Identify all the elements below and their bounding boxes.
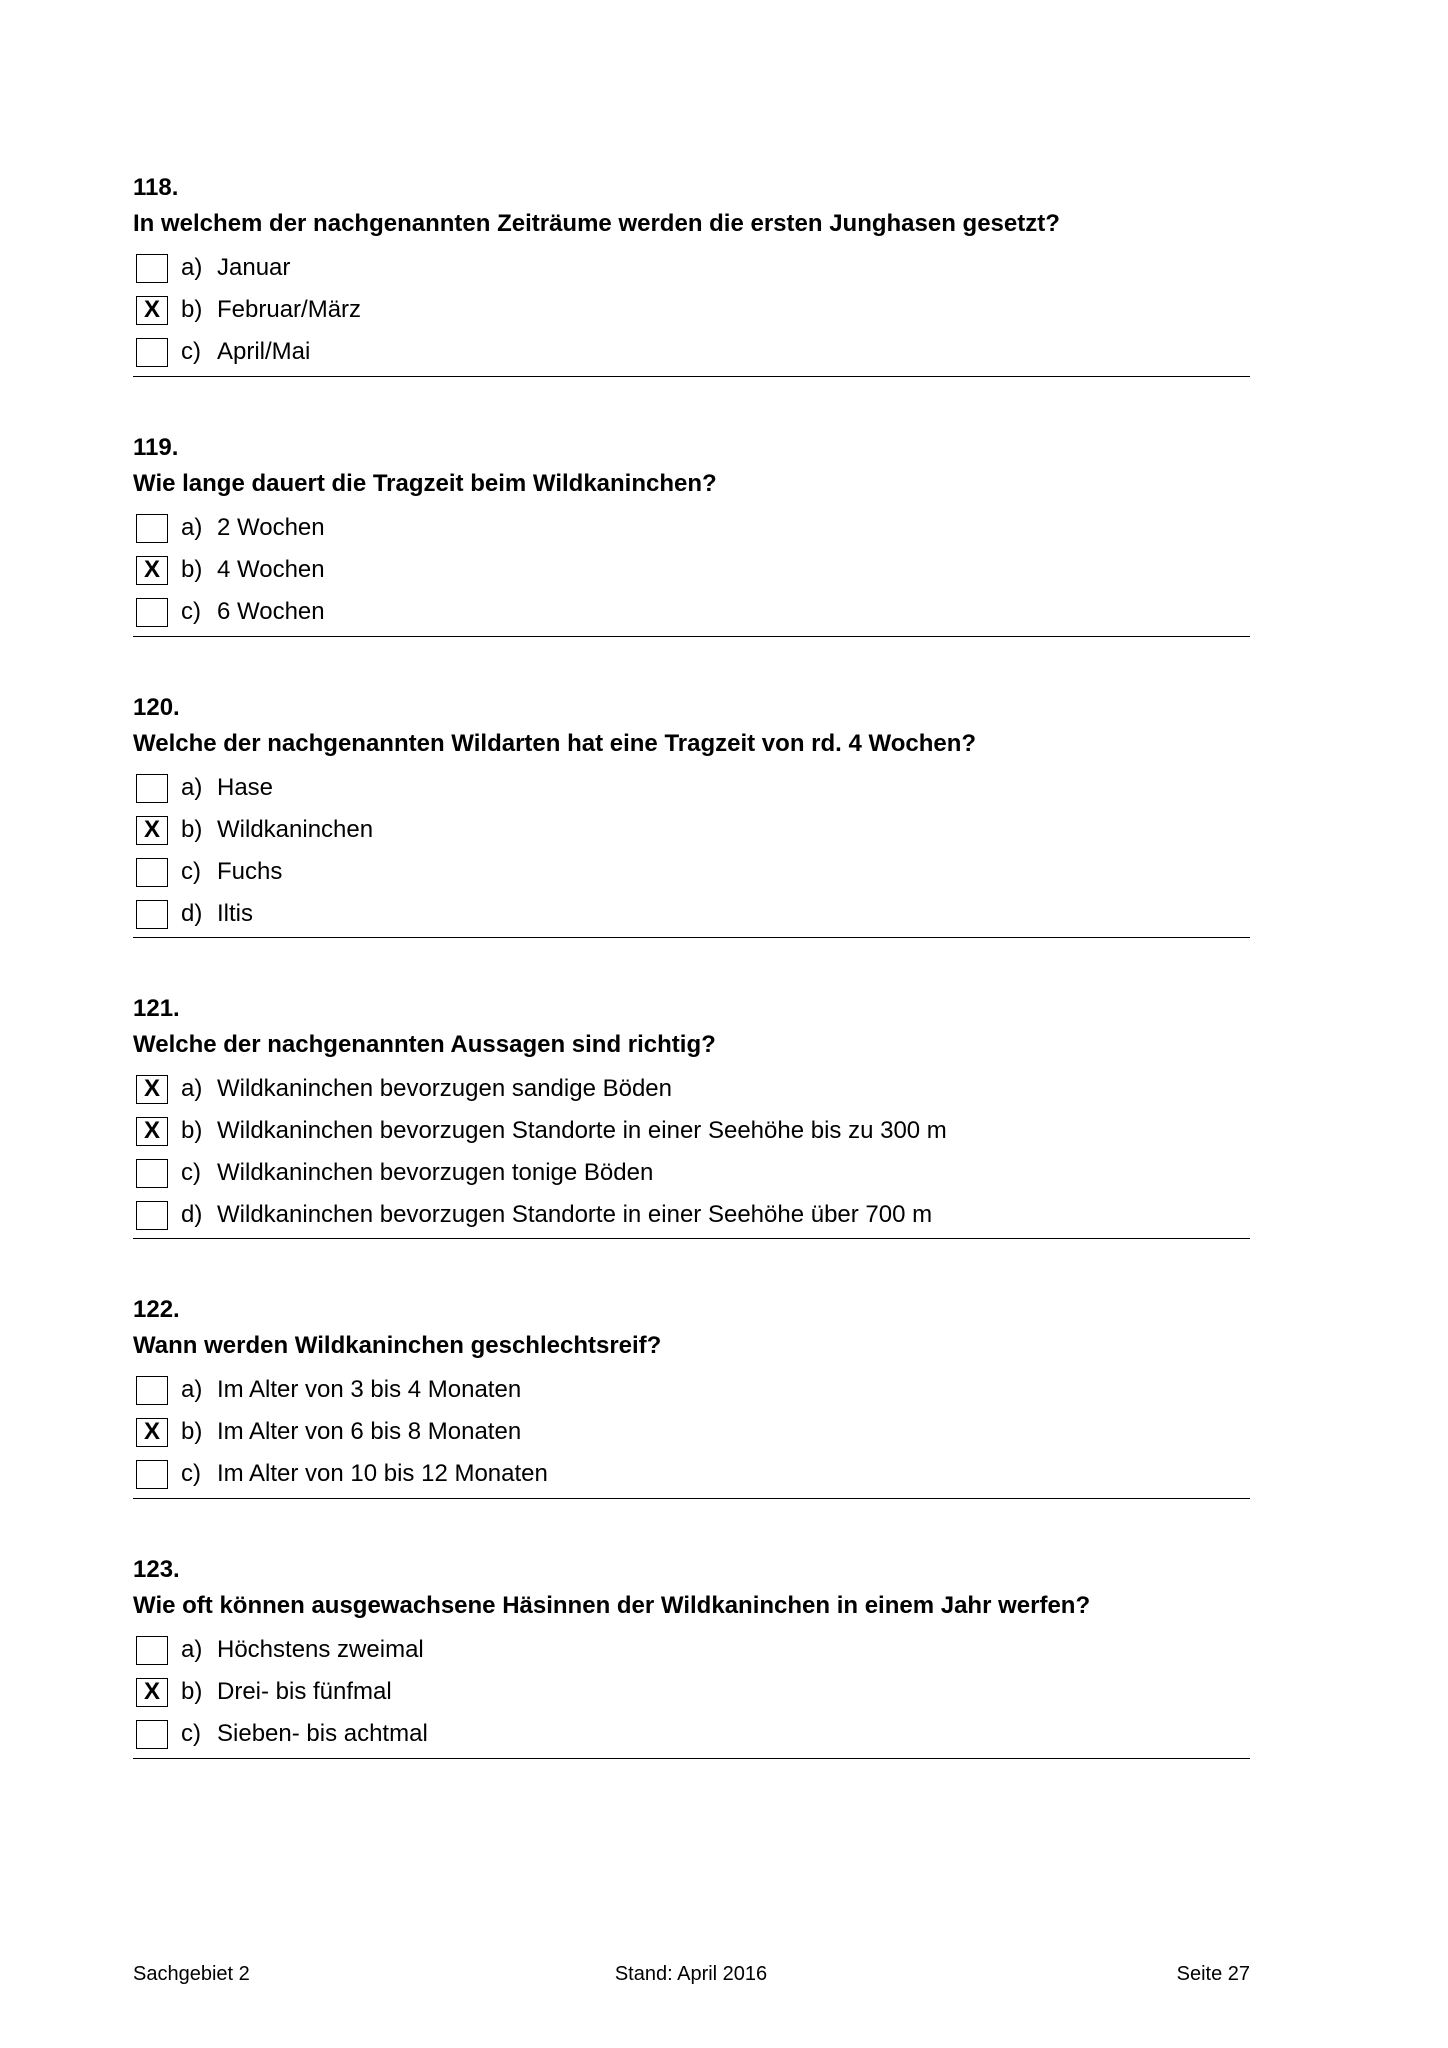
answer-list: [136, 247, 361, 373]
answer-checkbox[interactable]: X: [136, 556, 168, 585]
answer-letter: c): [181, 1720, 201, 1747]
answer-checkbox[interactable]: X: [136, 296, 168, 325]
answer-checkbox[interactable]: [136, 900, 168, 929]
answer-letter: c): [181, 598, 201, 625]
answer-list: [136, 1369, 548, 1495]
question-118: [133, 174, 1250, 434]
divider: [133, 1498, 1250, 1499]
divider: [133, 1238, 1250, 1239]
answer-option: [136, 549, 325, 591]
footer-page-number: Seite 27: [1176, 1963, 1250, 1985]
question-list: [133, 174, 1250, 1816]
answer-checkbox[interactable]: [136, 338, 168, 367]
answer-text: Im Alter von 3 bis 4 Monaten: [217, 1376, 522, 1403]
answer-text: Wildkaninchen: [217, 816, 374, 843]
answer-letter: d): [181, 1201, 203, 1228]
answer-letter: b): [181, 296, 203, 323]
answer-option: [136, 507, 325, 549]
answer-text: Iltis: [217, 900, 253, 927]
answer-option: [136, 1194, 947, 1236]
answer-text: Wildkaninchen bevorzugen sandige Böden: [217, 1075, 672, 1102]
answer-list: [136, 1629, 428, 1755]
answer-checkbox[interactable]: [136, 1720, 168, 1749]
answer-checkbox[interactable]: [136, 1159, 168, 1188]
answer-option: [136, 1110, 947, 1152]
answer-option: [136, 1152, 947, 1194]
answer-text: Januar: [217, 254, 291, 281]
question-119: [133, 434, 1250, 694]
answer-letter: d): [181, 900, 203, 927]
answer-option: [136, 1713, 428, 1755]
answer-letter: a): [181, 254, 203, 281]
answer-checkbox[interactable]: [136, 598, 168, 627]
answer-text: Wildkaninchen bevorzugen tonige Böden: [217, 1159, 654, 1186]
answer-option: [136, 851, 373, 893]
question-number: 122.: [133, 1296, 180, 1323]
question-121: [133, 995, 1250, 1296]
answer-option: [136, 1453, 548, 1495]
answer-checkbox[interactable]: [136, 514, 168, 543]
answer-letter: b): [181, 556, 203, 583]
answer-text: Februar/März: [217, 296, 362, 323]
answer-letter: b): [181, 1418, 203, 1445]
answer-option: [136, 767, 373, 809]
question-number: 118.: [133, 174, 179, 201]
question-text: In welchem der nachgenannten Zeiträume werden die ersten Junghasen gesetzt?: [133, 210, 1060, 237]
answer-text: Wildkaninchen bevorzugen Standorte in einer Seehöhe über 700 m: [217, 1201, 933, 1228]
answer-letter: c): [181, 338, 201, 365]
answer-checkbox[interactable]: X: [136, 816, 168, 845]
footer-subject: Sachgebiet 2: [133, 1963, 250, 1985]
answer-option: [136, 1411, 548, 1453]
answer-option: [136, 247, 361, 289]
question-text: Wann werden Wildkaninchen geschlechtsreif?: [133, 1332, 662, 1359]
question-text: Wie lange dauert die Tragzeit beim Wildkaninchen?: [133, 470, 717, 497]
footer-date: Stand: April 2016: [614, 1963, 768, 1985]
answer-checkbox[interactable]: [136, 858, 168, 887]
answer-list: [136, 1068, 947, 1236]
answer-letter: b): [181, 1117, 203, 1144]
answer-option: [136, 893, 373, 935]
answer-text: 2 Wochen: [217, 514, 325, 541]
answer-option: [136, 1369, 548, 1411]
answer-text: Höchstens zweimal: [217, 1636, 424, 1663]
question-number: 123.: [133, 1556, 180, 1583]
answer-letter: c): [181, 858, 201, 885]
answer-checkbox[interactable]: [136, 1201, 168, 1230]
answer-checkbox[interactable]: [136, 1636, 168, 1665]
answer-checkbox[interactable]: [136, 1460, 168, 1489]
answer-text: Im Alter von 10 bis 12 Monaten: [217, 1460, 548, 1487]
answer-checkbox[interactable]: X: [136, 1418, 168, 1447]
answer-checkbox[interactable]: X: [136, 1117, 168, 1146]
answer-text: 6 Wochen: [217, 598, 325, 625]
answer-letter: b): [181, 1678, 203, 1705]
divider: [133, 376, 1250, 377]
answer-option: [136, 289, 361, 331]
question-number: 120.: [133, 694, 180, 721]
question-text: Wie oft können ausgewachsene Häsinnen der Wildkaninchen in einem Jahr werfen?: [133, 1592, 1091, 1619]
answer-letter: a): [181, 1376, 203, 1403]
answer-option: [136, 331, 361, 373]
question-number: 119.: [133, 434, 179, 461]
answer-text: Im Alter von 6 bis 8 Monaten: [217, 1418, 522, 1445]
answer-checkbox[interactable]: [136, 1376, 168, 1405]
answer-letter: a): [181, 1075, 203, 1102]
answer-list: [136, 507, 325, 633]
answer-letter: c): [181, 1460, 201, 1487]
answer-letter: a): [181, 774, 203, 801]
answer-checkbox[interactable]: X: [136, 1075, 168, 1104]
answer-text: April/Mai: [217, 338, 311, 365]
answer-text: Sieben- bis achtmal: [217, 1720, 428, 1747]
question-number: 121.: [133, 995, 180, 1022]
question-122: [133, 1296, 1250, 1556]
divider: [133, 937, 1250, 938]
divider: [133, 1758, 1250, 1759]
answer-option: [136, 1629, 428, 1671]
answer-option: [136, 1068, 947, 1110]
answer-checkbox[interactable]: [136, 254, 168, 283]
answer-list: [136, 767, 373, 935]
question-text: Welche der nachgenannten Wildarten hat eine Tragzeit von rd. 4 Wochen?: [133, 730, 977, 757]
answer-text: Fuchs: [217, 858, 283, 885]
answer-option: [136, 1671, 428, 1713]
answer-letter: a): [181, 1636, 203, 1663]
answer-letter: b): [181, 816, 203, 843]
answer-text: Hase: [217, 774, 274, 801]
answer-text: 4 Wochen: [217, 556, 325, 583]
question-120: [133, 694, 1250, 995]
answer-option: [136, 809, 373, 851]
answer-text: Drei- bis fünfmal: [217, 1678, 392, 1705]
answer-option: [136, 591, 325, 633]
question-text: Welche der nachgenannten Aussagen sind richtig?: [133, 1031, 716, 1058]
answer-checkbox[interactable]: [136, 774, 168, 803]
question-123: [133, 1556, 1250, 1816]
answer-letter: c): [181, 1159, 201, 1186]
answer-letter: a): [181, 514, 203, 541]
divider: [133, 636, 1250, 637]
answer-checkbox[interactable]: X: [136, 1678, 168, 1707]
answer-text: Wildkaninchen bevorzugen Standorte in einer Seehöhe bis zu 300 m: [217, 1117, 947, 1144]
